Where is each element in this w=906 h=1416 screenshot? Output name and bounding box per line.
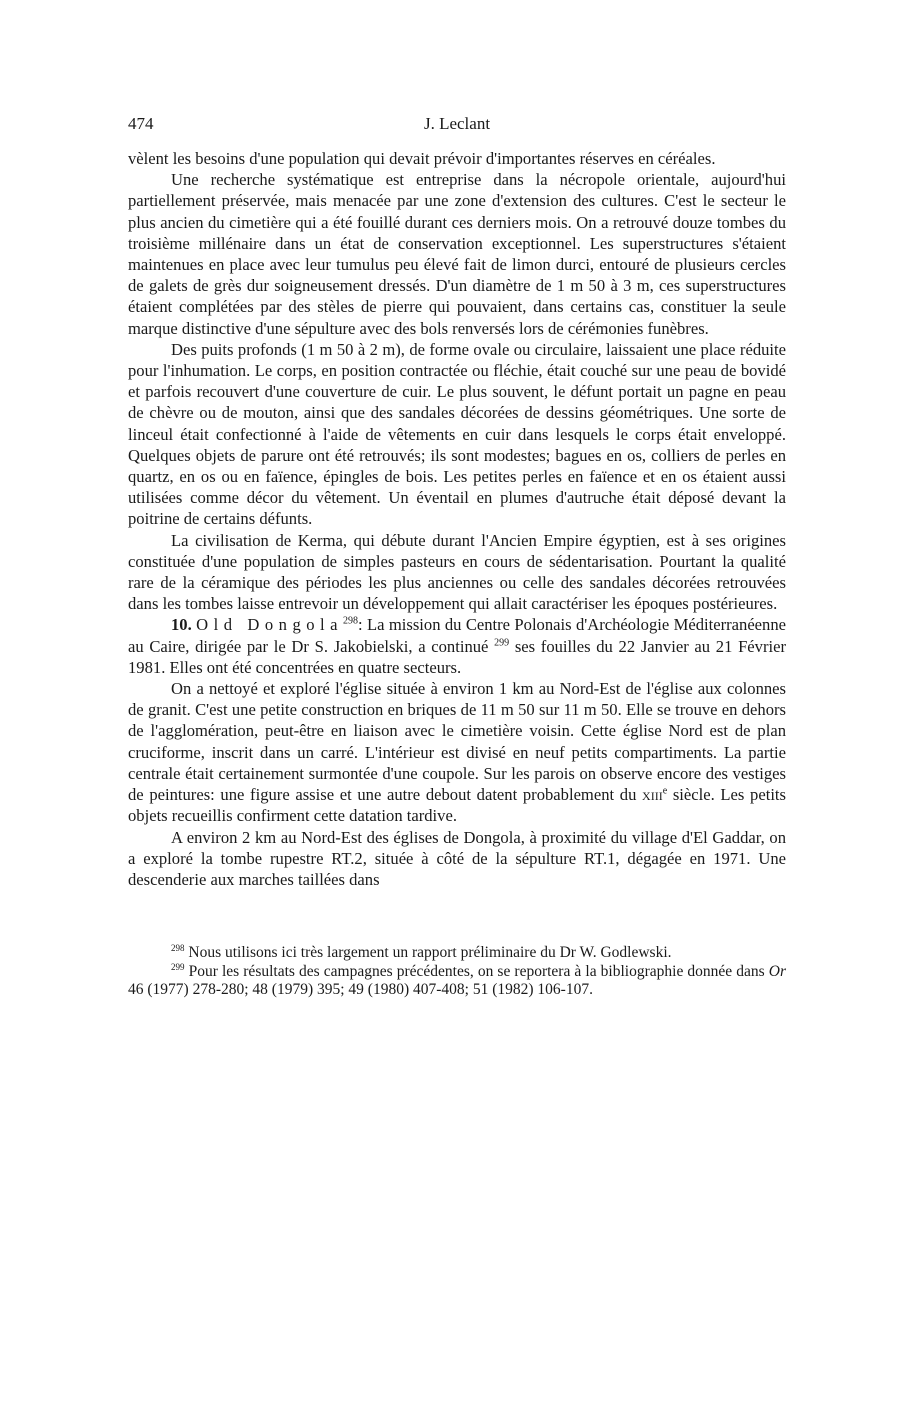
page [128,114,786,1000]
footnote [128,944,786,963]
journal-abbreviation: Or [768,962,787,980]
body-text [128,148,786,890]
footnote-number: 299 [171,961,185,972]
site-name: Old Dongola [196,615,344,635]
footnote [128,963,786,1000]
footnote-text: 46 (1977) 278-280; 48 (1979) 395; 49 (1980) 407-408; 51 (1982) 106-107. [128,981,593,999]
footnote-ref[interactable]: 299 [494,637,510,649]
paragraph: Des puits profonds (1 m 50 à 2 m), de forme ovale ou circulaire, laissaient une place réduite pour l'inhumation. Le corps, en position contractée ou fléchie, était couché sur une peau de bovidé et parfois recouvert d'une couverture de cuir. Le plus souvent, le défunt portait un pagne en peau de chèvre ou de mouton, ainsi que des sandales décorées de dessins géométriques. Une sorte de linceul était confectionné à l'aide de vêtements en cuir dans lesquels le corps était enveloppé. Quelques objets de parure ont été retrouvés; ils sont modestes; bagues en os, colliers de perles en quartz, en os ou en faïence, épingles de bois. Les petites perles en faïence et en os étaient aussi utilisées comme décor du vêtement. Un éventail en plumes d'autruche était déposé devant la poitrine de certains défunts. [128,339,786,529]
page-header [128,114,786,140]
section-number: 10. [171,615,192,635]
paragraph: Une recherche systématique est entreprise dans la nécropole orientale, aujourd'hui partiellement préservée, mais menacée par une zone d'extension des cultures. C'est le secteur le plus ancien du cimetière qui a été fouillé durant ces derniers mois. On a retrouvé douze tombes du troisième millénaire dans un état de conservation exceptionnel. Les superstructures s'étaient maintenues en place avec leur tumulus peu élevé fait de limon durci, entouré de plusieurs cercles de galets de grès dur soigneusement dressés. D'un diamètre de 1 m 50 à 3 m, ces superstructures étaient complétées par des stèles de pierre qui pouvaient, dans certains cas, constituer la seule marque distinctive d'une sépulture avec des bols renversés lors de cérémonies funèbres. [128,170,786,338]
paragraph: La civilisation de Kerma, qui débute durant l'Ancien Empire égyptien, est à ses origines constituée d'une population de simples pasteurs en cours de sédentarisation. Pourtant la qualité rare de la céramique des périodes les plus anciennes ou celle des sandales décorées retrouvées dans les tombes laisse entrevoir un développement qui allait caractériser les époques postérieures. [128,530,786,614]
paragraph-text: On a nettoyé et exploré l'église située à environ 1 km au Nord-Est de l'église aux colonnes de granit. C'est une petite construction en briques de 11 m 50 sur 11 m 50. Elle se trouve en dehors de l'agglomération, peut-être en liaison avec le cimetière voisin. Cette église Nord est de plan cruciforme, inscrit dans un carré. L'intérieur est divisé en neuf petits compartiments. La partie centrale était certainement surmontée d'une coupole. Sur les parois on observe encore des vestiges de peintures: une figure assise et une autre debout datent probablement du [128,679,786,805]
paragraph: vèlent les besoins d'une population qui devait prévoir d'importantes réserves en céréales. [128,149,716,168]
footnote-ref[interactable]: 298 [343,615,359,627]
century-numeral: xiii [642,785,663,805]
running-title: J. Leclant [423,114,491,133]
paragraph-text: : La mission du Centre Polonais d'Archéologie Méditerranéenne au Caire, dirigée par le Dr S. Jakobielski, a continué [128,615,787,656]
footnote-text: Nous utilisons ici très largement un rapport préliminaire du Dr W. Godlewski. [188,944,672,962]
paragraph-text: siècle. Les petits objets recueillis confirment cette datation tardive. [128,785,786,826]
paragraph-text: ses fouilles du 22 Janvier au 21 Février 1981. Elles ont été concentrées en quatre secteurs. [128,636,786,677]
paragraph: A environ 2 km au Nord-Est des églises de Dongola, à proximité du village d'El Gaddar, on a exploré la tombe rupestre RT.2, située à côté de la sépulture RT.1, dégagée en 1971. Une descenderie aux marches taillées dans [128,827,786,889]
paragraph [128,678,786,826]
section-paragraph-old-dongola [128,614,786,678]
ordinal-suffix: e [662,785,668,797]
footnote-text: Pour les résultats des campagnes précédentes, on se reportera à la bibliographie donnée dans [188,962,769,980]
page-number: 474 [128,114,154,133]
footnotes [128,944,786,1000]
footnote-number: 298 [171,942,185,953]
